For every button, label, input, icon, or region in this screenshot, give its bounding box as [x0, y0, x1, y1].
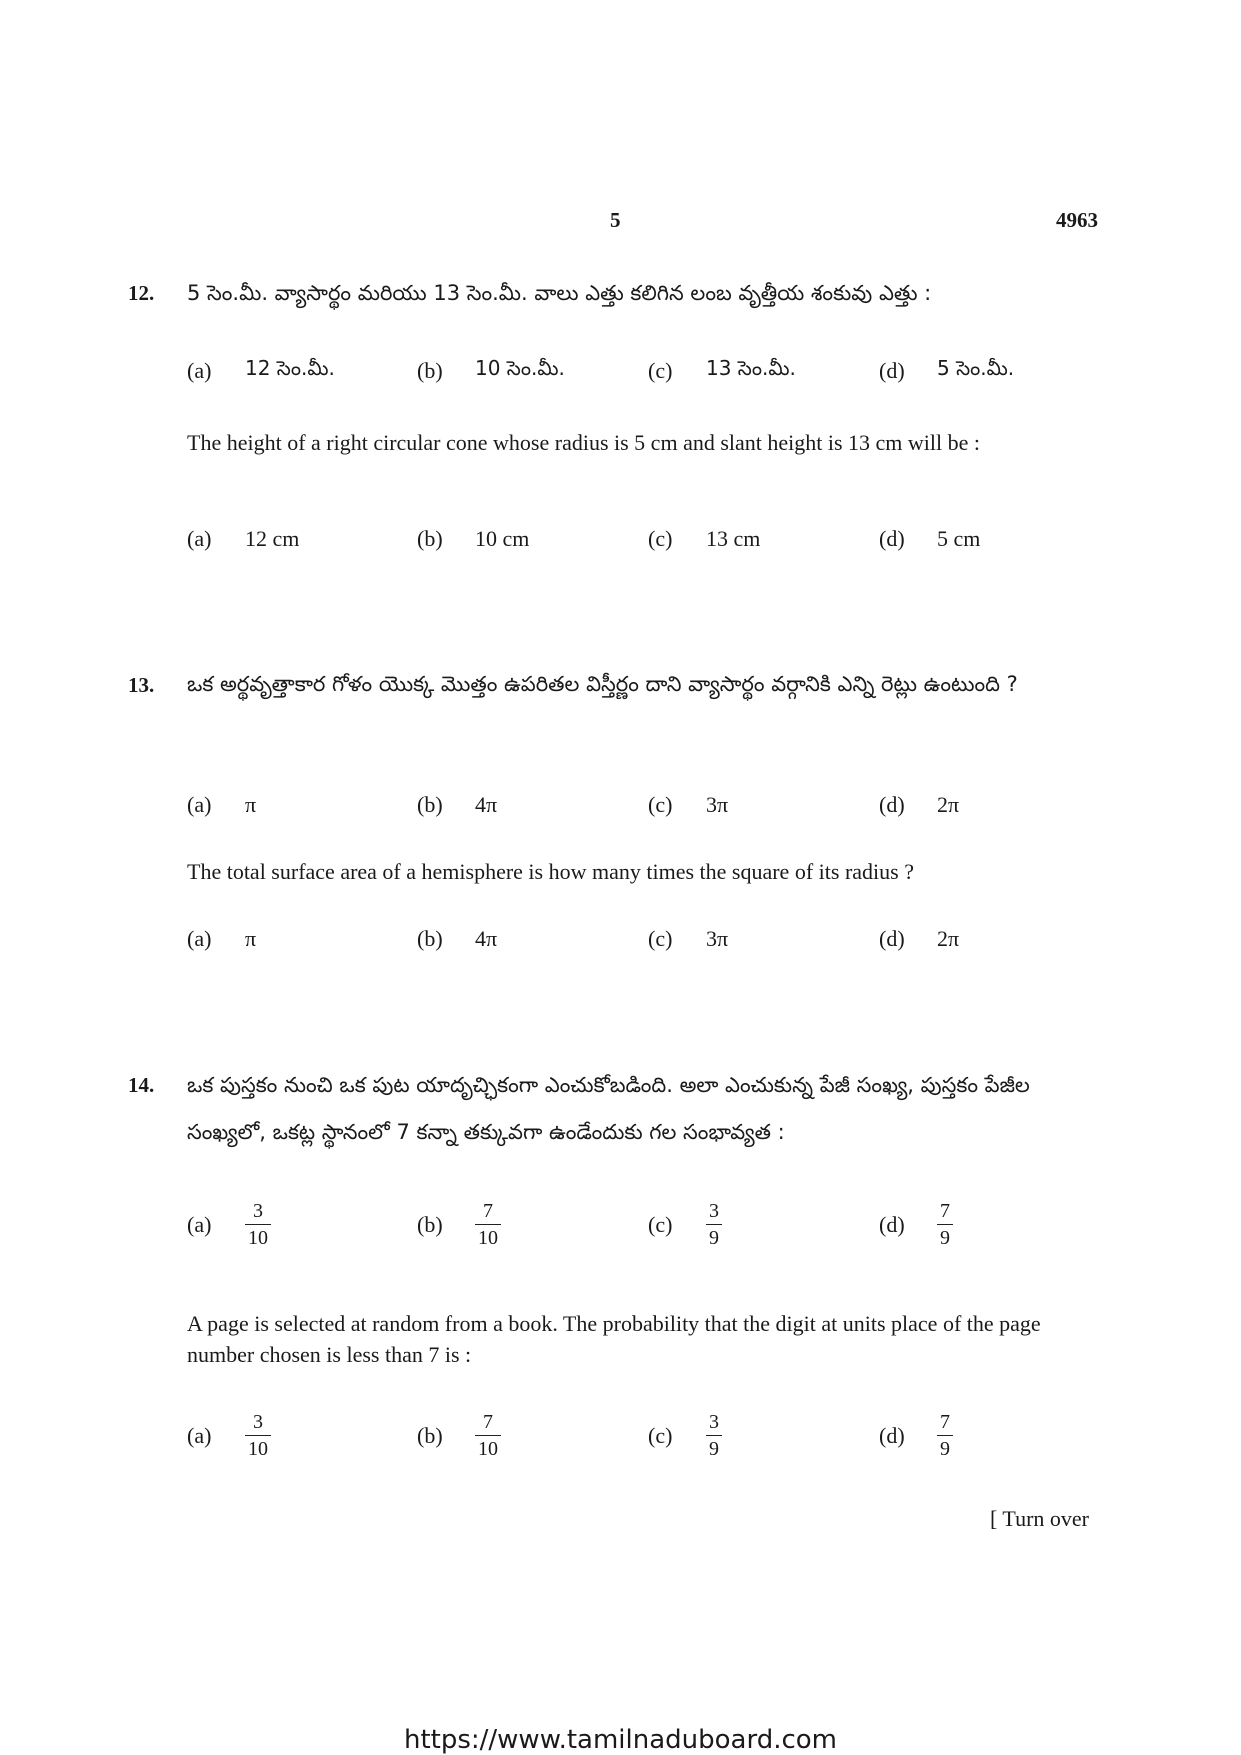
question-13-english: The total surface area of a hemisphere is how many times the square of its radius ? [187, 859, 914, 884]
fraction [937, 1410, 953, 1461]
option-value: 12 cm [245, 526, 300, 551]
option-label: (c) [648, 792, 673, 817]
option-label: (b) [417, 357, 443, 383]
turn-over-note: [ Turn over [990, 1506, 1090, 1531]
option-label: (b) [417, 526, 443, 551]
question-number-13: 13. [128, 673, 155, 697]
q13-english-option-c[interactable] [648, 926, 728, 952]
q12-telugu-option-a[interactable] [187, 356, 335, 385]
fraction-numerator: 7 [940, 1411, 950, 1433]
page-number: 5 [610, 208, 621, 232]
option-value: 4π [475, 792, 498, 817]
q13-telugu-option-b[interactable] [417, 792, 497, 818]
question-number-12: 12. [128, 281, 155, 305]
q14-english-option-c[interactable] [648, 1410, 722, 1461]
q12-telugu-option-b[interactable] [417, 356, 565, 385]
q13-telugu-option-a[interactable] [187, 792, 256, 818]
fraction-numerator: 3 [709, 1200, 719, 1222]
option-value: 10 cm [475, 526, 530, 551]
q14-telugu-option-a[interactable] [187, 1199, 271, 1250]
q14-english-option-d[interactable] [879, 1410, 953, 1461]
question-14-english: A page is selected at random from a book. The probability that the digit at units place of the page number chosen is less than 7 is : [187, 1311, 1041, 1367]
option-value: 13 సెం.మీ. [706, 356, 796, 380]
option-label: (a) [187, 792, 212, 817]
question-14-telugu: ఒక పుస్తకం నుంచి ఒక పుట యాదృచ్ఛికంగా ఎంచుకోబడింది. అలా ఎంచుకున్న పేజీ సంఖ్య, పుస్తకం పేజీల సంఖ్యలో, ఒకట్ల స్థానంలో 7 కన్నా తక్కువగా ఉండేందుకు గల సంభావ్యత : [187, 1073, 1030, 1144]
option-label: (d) [879, 1211, 905, 1237]
option-value: π [245, 792, 257, 817]
option-label: (b) [417, 1211, 443, 1237]
fraction-numerator: 3 [253, 1200, 263, 1222]
fraction-denominator: 10 [475, 1224, 501, 1250]
option-label: (b) [417, 1422, 443, 1448]
option-value: 2π [937, 792, 960, 817]
fraction [706, 1199, 722, 1250]
option-value: 3π [706, 792, 729, 817]
option-label: (a) [187, 926, 212, 951]
option-value: 10 సెం.మీ. [475, 356, 565, 380]
option-value: 13 cm [706, 526, 761, 551]
question-12-english: The height of a right circular cone whose radius is 5 cm and slant height is 13 cm will be : [187, 430, 981, 455]
option-label: (c) [648, 1211, 673, 1237]
q14-telugu-option-b[interactable] [417, 1199, 501, 1250]
option-label: (d) [879, 357, 905, 383]
fraction-numerator: 3 [253, 1411, 263, 1433]
option-label: (c) [648, 357, 673, 383]
fraction [475, 1199, 501, 1250]
option-label: (c) [648, 526, 673, 551]
fraction-denominator: 9 [937, 1224, 953, 1250]
q13-telugu-option-c[interactable] [648, 792, 728, 818]
question-12-telugu: 5 సెం.మీ. వ్యాసార్థం మరియు 13 సెం.మీ. వాలు ఎత్తు కలిగిన లంబ వృత్తీయ శంకువు ఎత్తు : [187, 281, 932, 305]
fraction [245, 1410, 271, 1461]
option-label: (b) [417, 926, 443, 951]
fraction-denominator: 9 [937, 1435, 953, 1461]
q13-telugu-option-d[interactable] [879, 792, 959, 818]
q14-telugu-option-c[interactable] [648, 1199, 722, 1250]
fraction-denominator: 10 [245, 1435, 271, 1461]
option-label: (d) [879, 526, 905, 551]
paper-code: 4963 [1056, 208, 1098, 232]
option-label: (c) [648, 1422, 673, 1448]
source-url[interactable]: https://www.tamilnaduboard.com [403, 1725, 838, 1755]
option-value: 5 సెం.మీ. [937, 356, 1015, 380]
option-label: (a) [187, 526, 212, 551]
fraction-numerator: 7 [483, 1200, 493, 1222]
option-label: (b) [417, 792, 443, 817]
q12-telugu-option-d[interactable] [879, 356, 1014, 385]
q12-english-option-c[interactable] [648, 526, 760, 552]
question-13-telugu: ఒక అర్థవృత్తాకార గోళం యొక్క మొత్తం ఉపరితల విస్తీర్ణం దాని వ్యాసార్థం వర్గానికి ఎన్ని రెట్లు ఉంటుంది ? [187, 672, 1018, 696]
q12-english-option-d[interactable] [879, 526, 980, 552]
option-label: (d) [879, 1422, 905, 1448]
option-value: 2π [937, 926, 960, 951]
q13-english-option-d[interactable] [879, 926, 959, 952]
q12-english-option-b[interactable] [417, 526, 529, 552]
fraction-numerator: 7 [483, 1411, 493, 1433]
option-label: (a) [187, 1422, 212, 1448]
option-label: (d) [879, 792, 905, 817]
option-value: π [245, 926, 257, 951]
option-value: 3π [706, 926, 729, 951]
fraction-denominator: 10 [475, 1435, 501, 1461]
fraction-denominator: 9 [706, 1224, 722, 1250]
q14-telugu-option-d[interactable] [879, 1199, 953, 1250]
option-value: 12 సెం.మీ. [245, 356, 335, 380]
q12-telugu-option-c[interactable] [648, 356, 796, 385]
fraction-numerator: 3 [709, 1411, 719, 1433]
fraction-denominator: 9 [706, 1435, 722, 1461]
option-label: (c) [648, 926, 673, 951]
q14-english-option-a[interactable] [187, 1410, 271, 1461]
option-value: 5 cm [937, 526, 981, 551]
option-label: (d) [879, 926, 905, 951]
fraction [245, 1199, 271, 1250]
fraction [937, 1199, 953, 1250]
option-value: 4π [475, 926, 498, 951]
q13-english-option-b[interactable] [417, 926, 497, 952]
q13-english-option-a[interactable] [187, 926, 256, 952]
option-label: (a) [187, 1211, 212, 1237]
fraction-numerator: 7 [940, 1200, 950, 1222]
fraction-denominator: 10 [245, 1224, 271, 1250]
option-label: (a) [187, 357, 212, 383]
q12-english-option-a[interactable] [187, 526, 299, 552]
fraction [706, 1410, 722, 1461]
question-number-14: 14. [128, 1073, 155, 1097]
fraction [475, 1410, 501, 1461]
q14-english-option-b[interactable] [417, 1410, 501, 1461]
